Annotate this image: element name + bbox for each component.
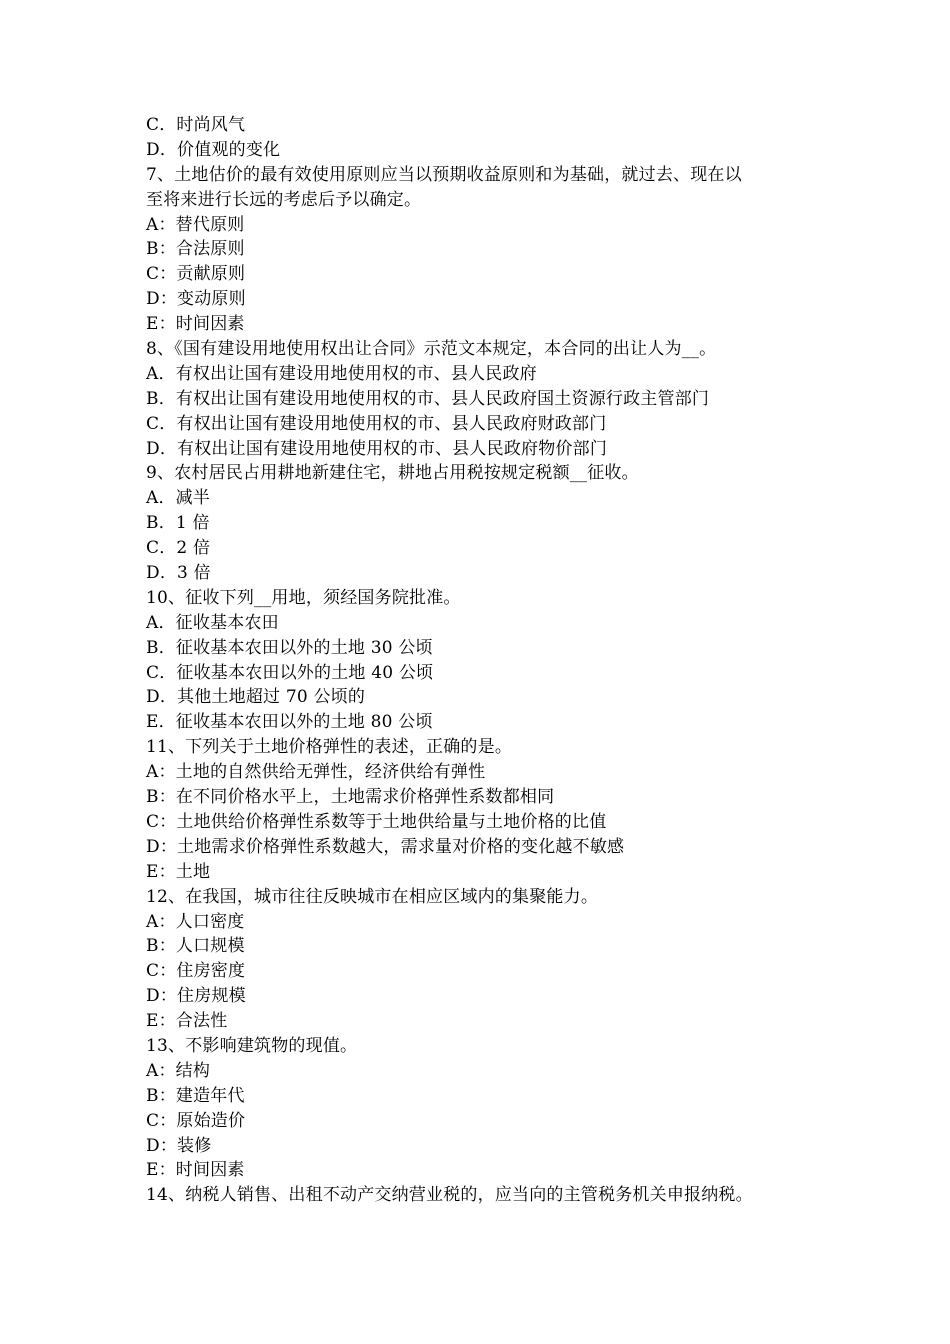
option-line: B．1 倍 — [146, 513, 210, 534]
option-line: B：合法原则 — [146, 239, 245, 260]
question-line: 10、征收下列__用地，须经国务院批准。 — [146, 587, 461, 608]
option-line: D：土地需求价格弹性系数越大，需求量对价格的变化越不敏感 — [146, 836, 625, 857]
option-line: C．2 倍 — [146, 538, 211, 559]
option-line: A：土地的自然供给无弹性，经济供给有弹性 — [146, 762, 486, 783]
option-line: B：建造年代 — [146, 1085, 245, 1106]
option-line: E：时间因素 — [146, 1160, 245, 1181]
option-line: B．征收基本农田以外的土地 30 公顷 — [146, 637, 433, 658]
option-line: A．减半 — [146, 488, 211, 509]
option-line: D：装修 — [146, 1135, 212, 1156]
option-line: B：在不同价格水平上，土地需求价格弹性系数都相同 — [146, 787, 555, 808]
option-line: C．时尚风气 — [146, 115, 246, 135]
option-line: C．有权出让国有建设用地使用权的市、县人民政府财政部门 — [146, 413, 607, 434]
option-line: C．征收基本农田以外的土地 40 公顷 — [146, 662, 434, 683]
question-line: 13、不影响建筑物的现值。 — [146, 1035, 358, 1056]
option-line: B：人口规模 — [146, 936, 245, 957]
option-line: D：变动原则 — [146, 289, 246, 310]
option-line: D：住房规模 — [146, 986, 246, 1007]
option-line: D．有权出让国有建设用地使用权的市、县人民政府物价部门 — [146, 438, 608, 459]
option-line: C：住房密度 — [146, 961, 246, 982]
option-line: C：土地供给价格弹性系数等于土地供给量与土地价格的比值 — [146, 811, 607, 832]
option-line: B．有权出让国有建设用地使用权的市、县人民政府国土资源行政主管部门 — [146, 388, 710, 409]
document-body — [146, 113, 816, 1208]
question-line: 12、在我国，城市往往反映城市在相应区域内的集聚能力。 — [146, 886, 599, 907]
option-line: D．其他土地超过 70 公顷的 — [146, 687, 366, 708]
option-line: E：合法性 — [146, 1011, 228, 1032]
option-line: E．征收基本农田以外的土地 80 公顷 — [146, 712, 433, 733]
option-line: E：时间因素 — [146, 314, 245, 335]
option-line: D．3 倍 — [146, 563, 211, 584]
question-line: 11、下列关于土地价格弹性的表述，正确的是。 — [146, 737, 513, 758]
question-line: 14、纳税人销售、出租不动产交纳营业税的，应当向的主管税务机关申报纳税。 — [146, 1185, 753, 1206]
question-line: 至将来进行长远的考虑后予以确定。 — [146, 189, 422, 210]
option-line: A．征收基本农田 — [146, 612, 279, 633]
option-line: D．价值观的变化 — [146, 139, 281, 160]
option-line: A：替代原则 — [146, 214, 245, 235]
question-line: 9、农村居民占用耕地新建住宅，耕地占用税按规定税额__征收。 — [146, 463, 639, 484]
question-line: 8、《国有建设用地使用权出让合同》示范文本规定，本合同的出让人为__。 — [146, 339, 717, 360]
option-line: C：贡献原则 — [146, 264, 246, 285]
question-line: 7、土地估价的最有效使用原则应当以预期收益原则和为基础，就过去、现在以 — [146, 164, 742, 185]
option-line: A．有权出让国有建设用地使用权的市、县人民政府 — [146, 363, 537, 384]
option-line: E：土地 — [146, 861, 211, 882]
option-line: A：结构 — [146, 1060, 211, 1081]
option-line: A：人口密度 — [146, 911, 245, 932]
option-line: C：原始造价 — [146, 1110, 246, 1131]
